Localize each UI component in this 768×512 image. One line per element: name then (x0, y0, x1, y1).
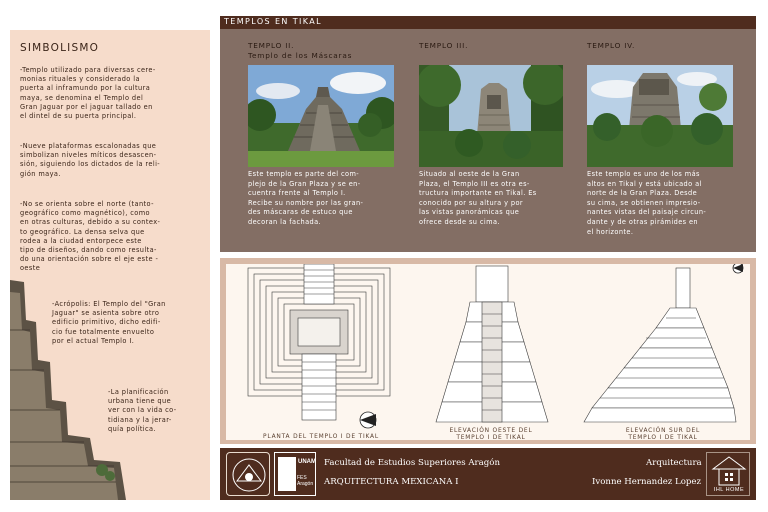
section-header-title: TEMPLOS EN TIKAL (224, 17, 323, 26)
temple-3-photo (419, 65, 563, 167)
fes-logo-text: FES Aragón (297, 475, 314, 487)
symbolism-title: SIMBOLISMO (20, 42, 100, 54)
temple-2-title: TEMPLO II. Templo de los Máscaras (248, 41, 353, 60)
drawings-sheet (226, 264, 750, 440)
temples-panel (220, 29, 756, 252)
symbolism-paragraph-5: -La planificación urbana tiene que ver con la vida co- tidiana y la jerar- quía política. (108, 388, 177, 433)
temple-3-description: Situado al oeste de la Gran Plaza, el Templo III es otra es- tructura importante en Tikal. Es conocido por su altura y por las vistas panorámicas que ofrece desde su cima. (419, 170, 537, 226)
west-elevation-drawing (436, 266, 548, 422)
section-header-bar (220, 16, 756, 29)
course-name: ARQUITECTURA MEXICANA I (324, 477, 459, 487)
temple-card-3 (419, 29, 569, 252)
north-arrow-icon (360, 412, 376, 428)
ihl-home-logo-text: IHL HOME (713, 487, 745, 493)
west-elevation-caption: ELEVACIÓN OESTE DEL TEMPLO I DE TIKAL (449, 428, 533, 441)
temple-card-2 (248, 29, 398, 252)
fes-logo (274, 452, 316, 496)
plan-caption: PLANTA DEL TEMPLO I DE TIKAL (263, 434, 379, 440)
temple-4-description: Este templo es uno de los más altos en Tikal y está ubicado al norte de la Gran Plaza. Desde su cima, se obtienen impresio- nantes vistas del paisaje circun- dante y de otras pirámides en el horizonte. (587, 170, 707, 236)
temple-3-title: TEMPLO III. (419, 41, 469, 50)
temple-2-description: Este templo es parte del com- plejo de la Gran Plaza y se en- cuentra frente al Templo I. Recibe su nombre por las gran- des máscaras de estuco que decoran la fachada. (248, 170, 364, 226)
career-name: Arquitectura (646, 458, 702, 468)
footer-bar (220, 448, 756, 500)
temple-2-photo (248, 65, 394, 167)
author-name: Ivonne Hernandez Lopez (592, 477, 702, 487)
symbolism-paragraph-1: -Templo utilizado para diversas cere- monias rituales y considerado la puerta al inframundo por la cultura maya, se denomina el Templo del Gran Jaguar por el jaguar tallado en el dintel de su puerta principal. (20, 66, 156, 121)
symbolism-paragraph-3: -No se orienta sobre el norte (tanto- geográfico como magnético), como en otras culturas, debido a su contex- to geográfico. La densa selva que rodea a la ciudad entorpece este tipo de diseños, dando como resulta- do una orientación sobre el eje este - oeste (20, 200, 161, 273)
temple-plan-drawing (248, 264, 390, 420)
unam-logo-text: UNAM (298, 459, 316, 465)
symbolism-paragraph-2: -Nueve plataformas escalonadas que simbolizan niveles míticos desascen- sión, siguiendo los dictados de la reli- gión maya. (20, 142, 161, 178)
temple-4-title: TEMPLO IV. (587, 41, 636, 50)
faculty-name: Facultad de Estudios Superiores Aragón (324, 458, 500, 468)
drawings-panel (220, 258, 756, 444)
compass-icon (733, 264, 743, 273)
ihl-home-logo (706, 452, 750, 496)
symbolism-paragraph-4: -Acrópolis: El Templo del "Gran Jaguar" se asienta sobre otro edificio primitivo, dicho edifi- cio fue totalmente envuelto por el actual Templo I. (52, 300, 166, 345)
temple-card-4 (587, 29, 737, 252)
south-elevation-drawing (584, 268, 736, 422)
south-elevation-caption: ELEVACIÓN SUR DEL TEMPLO I DE TIKAL (625, 428, 701, 441)
unam-logo (226, 452, 270, 496)
symbolism-panel (10, 30, 210, 500)
temple-4-photo (587, 65, 733, 167)
architectural-drawings (226, 264, 750, 440)
